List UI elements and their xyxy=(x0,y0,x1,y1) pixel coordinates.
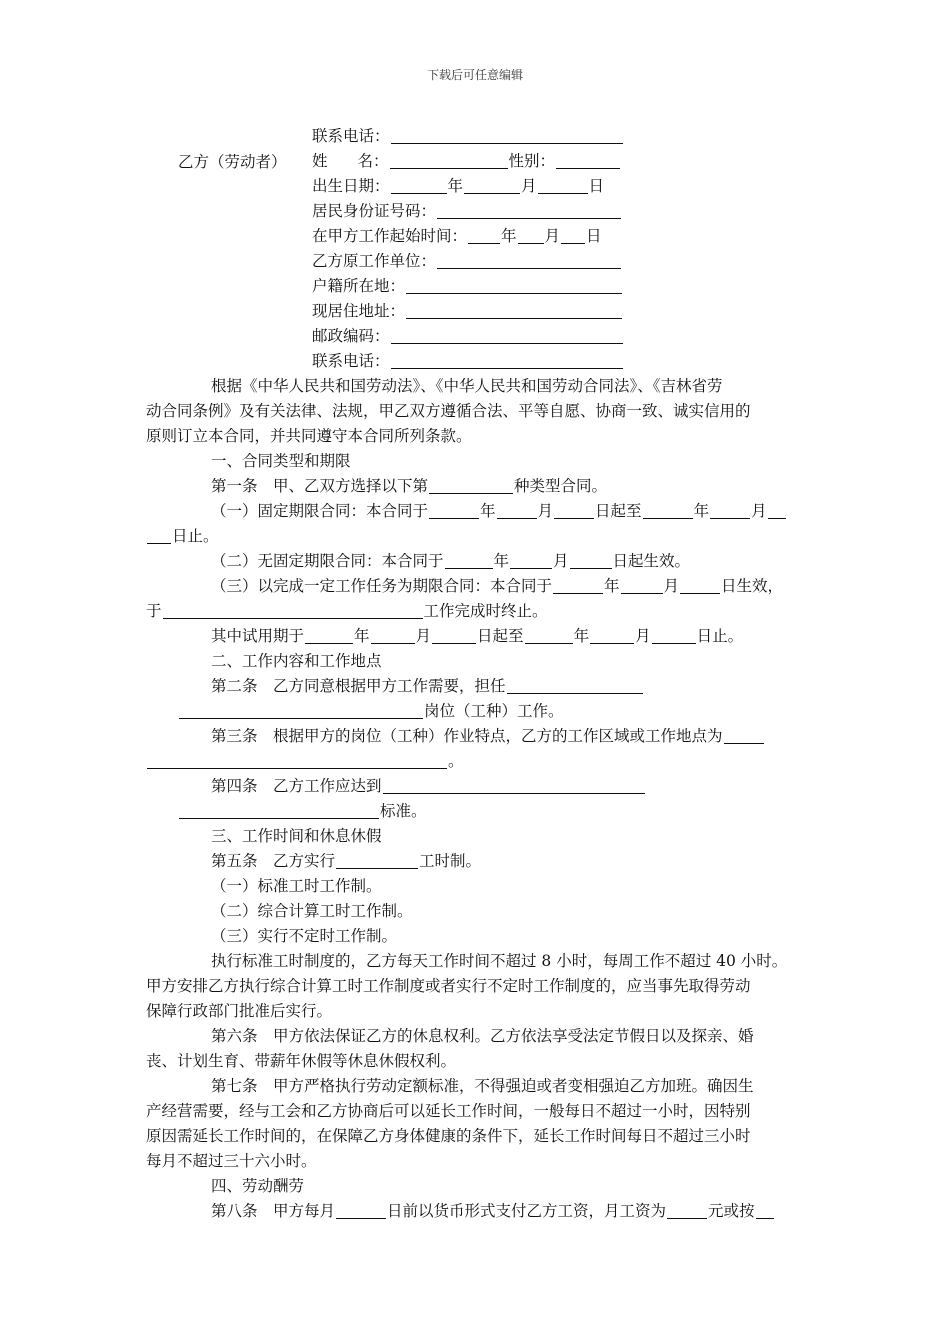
fill-in-blank[interactable] xyxy=(391,127,623,144)
fill-in-blank[interactable] xyxy=(371,627,415,644)
contract-line xyxy=(211,849,481,873)
contract-line xyxy=(146,524,219,548)
line-text: 月 xyxy=(415,627,432,645)
contract-line xyxy=(211,949,787,973)
fill-in-blank[interactable] xyxy=(179,802,379,819)
line-text: 保障行政部门批准后实行。 xyxy=(146,1002,333,1020)
line-text: 年 xyxy=(501,227,517,245)
line-text: 现居住地址： xyxy=(312,302,406,320)
line-text: 第八条 甲方每月 xyxy=(211,1202,336,1220)
line-text: 邮政编码： xyxy=(312,327,390,345)
fill-in-blank[interactable] xyxy=(445,552,493,569)
line-text: 联系电话： xyxy=(312,352,390,370)
line-text: 每月不超过三十六小时。 xyxy=(146,1152,317,1170)
line-text: 工作完成时终止。 xyxy=(423,602,548,620)
contract-line xyxy=(211,574,783,598)
line-text: 其中试用期于 xyxy=(211,627,305,645)
line-text: 日 xyxy=(586,227,602,245)
line-text: 三、工作时间和休息休假 xyxy=(211,827,382,845)
fill-in-blank[interactable] xyxy=(590,627,634,644)
fill-in-blank[interactable] xyxy=(432,627,476,644)
fill-in-blank[interactable] xyxy=(147,527,171,544)
line-text: 第六条 甲方依法保证乙方的休息权利。乙方依法享受法定节假日以及探亲、婚 xyxy=(211,1027,754,1045)
fill-in-blank[interactable] xyxy=(710,502,750,519)
line-text: （一）标准工时工作制。 xyxy=(211,877,382,895)
fill-in-blank[interactable] xyxy=(554,502,594,519)
line-text: （三）以完成一定工作任务为期限合同：本合同于 xyxy=(211,577,553,595)
contract-line xyxy=(312,349,624,373)
fill-in-blank[interactable] xyxy=(652,627,696,644)
fill-in-blank[interactable] xyxy=(525,627,573,644)
line-text: 月 xyxy=(553,552,569,570)
contract-line xyxy=(312,299,623,323)
line-text: 在甲方工作起始时间： xyxy=(312,227,468,245)
fill-in-blank[interactable] xyxy=(406,302,622,319)
line-text: 月 xyxy=(751,502,767,520)
fill-in-blank[interactable] xyxy=(391,177,447,194)
contract-line xyxy=(146,749,464,773)
fill-in-blank[interactable] xyxy=(768,502,786,519)
contract-line xyxy=(211,449,351,473)
line-text: （二）综合计算工时工作制。 xyxy=(211,902,413,920)
contract-line xyxy=(312,149,621,173)
fill-in-blank[interactable] xyxy=(336,1202,386,1219)
contract-line xyxy=(211,549,690,573)
fill-in-blank[interactable] xyxy=(390,152,508,169)
fill-in-blank[interactable] xyxy=(468,227,500,244)
line-text: 甲方安排乙方执行综合计算工时工作制度或者实行不定时工作制度的，应当事先取得劳动 xyxy=(146,977,751,995)
fill-in-blank[interactable] xyxy=(147,752,447,769)
line-text: 第三条 根据甲方的岗位（工种）作业特点，乙方的工作区域或工作地点为 xyxy=(211,727,723,745)
contract-line xyxy=(146,424,472,448)
contract-line xyxy=(146,999,332,1023)
contract-line xyxy=(146,599,548,623)
line-text: 年 xyxy=(693,502,710,520)
line-text: 年 xyxy=(573,627,590,645)
fill-in-blank[interactable] xyxy=(724,727,764,744)
contract-line xyxy=(211,1174,304,1198)
fill-in-blank[interactable] xyxy=(507,677,643,694)
fill-in-blank[interactable] xyxy=(383,777,645,794)
contract-line xyxy=(312,324,624,348)
line-text: 性别： xyxy=(508,152,556,170)
fill-in-blank[interactable] xyxy=(437,252,621,269)
fill-in-blank[interactable] xyxy=(406,277,622,294)
line-text: 年 xyxy=(447,177,464,195)
contract-line xyxy=(312,124,624,148)
contract-line xyxy=(178,699,564,723)
line-text: 于 xyxy=(146,602,162,620)
line-text: 根据《中华人民共和国劳动法》、《中华人民共和国劳动合同法》、《吉林省劳 xyxy=(211,377,723,395)
line-text: 动合同条例》及有关法律、法规，甲乙双方遵循合法、平等自愿、协商一致、诚实信用的 xyxy=(146,402,751,420)
line-text: 日止。 xyxy=(172,527,219,545)
contract-line xyxy=(146,1124,751,1148)
contract-line xyxy=(178,799,427,823)
fill-in-blank[interactable] xyxy=(336,852,418,869)
line-text: （一）固定期限合同：本合同于 xyxy=(211,502,429,520)
contract-line xyxy=(211,624,743,648)
fill-in-blank[interactable] xyxy=(163,602,423,619)
contract-line xyxy=(211,824,382,848)
fill-in-blank[interactable] xyxy=(556,152,620,169)
contract-line xyxy=(146,1149,317,1173)
line-text: 一、合同类型和期限 xyxy=(211,452,351,470)
fill-in-blank[interactable] xyxy=(570,552,612,569)
line-text: 元或按 xyxy=(708,1202,755,1220)
line-text: 年 xyxy=(493,552,510,570)
contract-line xyxy=(312,199,622,223)
line-text: 名： xyxy=(357,152,389,170)
contract-line xyxy=(211,1074,754,1098)
contract-line xyxy=(312,174,604,198)
line-text: 二、工作内容和工作地点 xyxy=(211,652,382,670)
line-text: 日起生效。 xyxy=(612,552,691,570)
line-text: 种类型合同。 xyxy=(514,477,608,495)
fill-in-blank[interactable] xyxy=(429,477,513,494)
line-text: 月 xyxy=(521,177,537,195)
contract-line xyxy=(211,474,607,498)
contract-line xyxy=(211,1024,754,1048)
contract-line xyxy=(211,374,723,398)
fill-in-blank[interactable] xyxy=(667,1202,707,1219)
fill-in-blank[interactable] xyxy=(391,352,623,369)
contract-line xyxy=(211,674,644,698)
line-text: 乙方原工作单位： xyxy=(312,252,437,270)
fill-in-blank[interactable] xyxy=(429,502,479,519)
line-text: 标准。 xyxy=(380,802,427,820)
line-text: 原则订立本合同，并共同遵守本合同所列条款。 xyxy=(146,427,472,445)
contract-line xyxy=(211,774,646,798)
line-text: 出生日期： xyxy=(312,177,390,195)
fill-in-blank[interactable] xyxy=(643,502,693,519)
line-text: 日止。 xyxy=(696,627,744,645)
line-text: 第七条 甲方严格执行劳动定额标准，不得强迫或者变相强迫乙方加班。确因生 xyxy=(211,1077,754,1095)
contract-line xyxy=(312,224,602,248)
contract-line xyxy=(211,924,397,948)
fill-in-blank[interactable] xyxy=(305,627,353,644)
line-text: 原因需延长工作时间的，在保障乙方身体健康的条件下，延长工作时间每日不超过三小时 xyxy=(146,1127,751,1145)
fill-in-blank[interactable] xyxy=(179,702,423,719)
line-text: 第二条 乙方同意根据甲方工作需要，担任 xyxy=(211,677,506,695)
line-text: 月 xyxy=(635,627,651,645)
line-text: 年 xyxy=(480,502,496,520)
contract-line xyxy=(146,1049,456,1073)
line-text: 工时制。 xyxy=(419,852,482,870)
line-text: 第一条 甲、乙双方选择以下第 xyxy=(211,477,429,495)
line-text: 姓 xyxy=(312,152,328,170)
fill-in-blank[interactable] xyxy=(561,227,585,244)
line-text: 年 xyxy=(604,577,620,595)
line-text: 户籍所在地： xyxy=(312,277,406,295)
contract-line xyxy=(146,399,751,423)
line-text: 居民身份证号码： xyxy=(312,202,437,220)
contract-line xyxy=(211,499,787,523)
fill-in-blank[interactable] xyxy=(437,202,621,219)
line-text: 联系电话： xyxy=(312,127,390,145)
line-text: 日生效， xyxy=(721,577,784,595)
fill-in-blank[interactable] xyxy=(553,577,603,594)
fill-in-blank[interactable] xyxy=(464,177,520,194)
line-text: 日 xyxy=(588,177,605,195)
fill-in-blank[interactable] xyxy=(391,327,623,344)
contract-line xyxy=(312,249,622,273)
line-text: 第四条 乙方工作应达到 xyxy=(211,777,382,795)
line-text: 月 xyxy=(544,227,561,245)
party-b-label: 乙方（劳动者） xyxy=(178,153,287,171)
line-text: 。 xyxy=(448,752,464,770)
line-text: 日起至 xyxy=(477,627,524,645)
page-header: 下载后可任意编辑 xyxy=(426,68,523,82)
line-text: 丧、计划生育、带薪年休假等休息休假权利。 xyxy=(146,1052,457,1070)
fill-in-blank[interactable] xyxy=(756,1202,774,1219)
line-text: 日前以货币形式支付乙方工资，月工资为 xyxy=(387,1202,667,1220)
contract-line xyxy=(211,724,765,748)
line-text: 四、劳动酬劳 xyxy=(211,1177,305,1195)
fill-in-blank[interactable] xyxy=(497,502,537,519)
contract-line xyxy=(211,874,382,898)
line-text: 月 xyxy=(537,502,554,520)
line-text: 执行标准工时制度的，乙方每天工作时间不超过 8 小时，每周工作不超过 40 小时。 xyxy=(211,952,788,970)
contract-line xyxy=(146,1099,751,1123)
fill-in-blank[interactable] xyxy=(538,177,588,194)
line-text: 月 xyxy=(663,577,680,595)
line-text: 岗位（工种）工作。 xyxy=(424,702,564,720)
contract-line xyxy=(211,649,382,673)
contract-line xyxy=(312,274,623,298)
contract-line xyxy=(211,899,413,923)
line-text: 日起至 xyxy=(595,502,642,520)
fill-in-blank[interactable] xyxy=(621,577,663,594)
contract-line xyxy=(211,1199,775,1223)
line-text: （二）无固定期限合同：本合同于 xyxy=(211,552,444,570)
line-text: 产经营需要，经与工会和乙方协商后可以延长工作时间，一般每日不超过一小时，因特别 xyxy=(146,1102,751,1120)
line-text: （三）实行不定时工作制。 xyxy=(211,927,398,945)
fill-in-blank[interactable] xyxy=(680,577,720,594)
fill-in-blank[interactable] xyxy=(510,552,552,569)
line-text: 第五条 乙方实行 xyxy=(211,852,336,870)
line-text: 年 xyxy=(354,627,370,645)
contract-line xyxy=(146,974,751,998)
fill-in-blank[interactable] xyxy=(518,227,544,244)
